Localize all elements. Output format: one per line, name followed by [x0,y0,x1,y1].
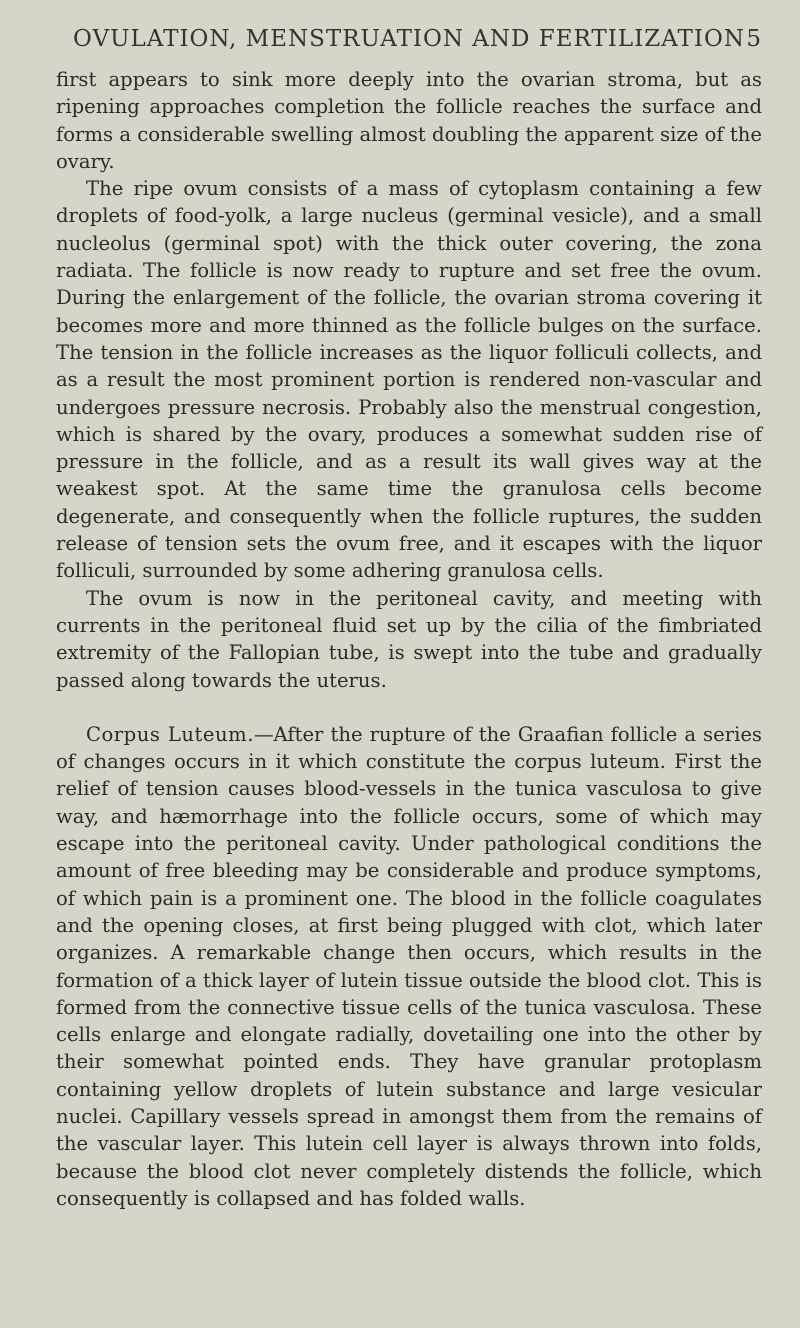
running-title: OVULATION, MENSTRUATION AND FERTILIZATION [73,26,745,52]
paragraph-continuation: first appears to sink more deeply into the ovarian stroma, but as ripening approaches completion the follicle reaches the surface and forms a considerable swelling almost doubling the apparent size of the ovary. [56,68,762,173]
paragraph-peritoneal-cavity: The ovum is now in the peritoneal cavity, and meeting with currents in the peritoneal fluid set up by the cilia of the fimbriated extremity of the Fallopian tube, is swept into the tube and gradually passed along towards the uterus. [56,586,762,692]
section-text: —After the rupture of the Graafian follicle a series of changes occurs in it which constitute the corpus luteum. First the relief of tension causes blood-vessels in the tunica vasculosa to give way, and hæmorrhage into the follicle occurs, some of which may escape into the peritoneal cavity. Under pathological conditions the amount of free bleeding may be considerable and produce symptoms, of which pain is a prominent one. The blood in the follicle coagulates and the opening closes, at first being plugged with clot, which later organizes. A remarkable change then occurs, which results in the formation of a thick layer of lutein tissue outside the blood clot. This is formed from the connective tissue cells of the tunica vasculosa. These cells enlarge and elongate radially, dovetailing one into the other by their somewhat pointed ends. They have granular protoplasm containing yellow droplets of lutein substance and large vesicular nuclei. Capillary vessels spread in amongst them from the remains of the vascular layer. This lutein cell layer is always thrown into folds, because the blood clot never completely distends the follicle, which consequently is collapsed and has folded walls. [56,722,762,1210]
running-header [56,26,762,52]
paragraph-ripe-ovum: The ripe ovum consists of a mass of cytoplasm containing a few droplets of food-yolk, a large nucleus (germinal vesicle), and a small nucleolus (germinal spot) with the thick outer covering, the zona radiata. The follicle is now ready to rupture and set free the ovum. During the enlargement of the follicle, the ovarian stroma covering it becomes more and more thinned as the follicle bulges on the surface. The tension in the follicle increases as the liquor folliculi collects, and as a result the most prominent portion is rendered non-vascular and undergoes pressure necrosis. Probably also the menstrual congestion, which is shared by the ovary, produces a somewhat sudden rise of pressure in the follicle, and as a result its wall gives way at the weakest spot. At the same time the granulosa cells become degenerate, and consequently when the follicle ruptures, the sudden release of tension sets the ovum free, and it escapes with the liquor folliculi, surrounded by some adhering granulosa cells. [56,177,762,583]
page-number: 5 [746,26,762,52]
section-heading: Corpus Luteum. [86,722,254,746]
paragraph-corpus-luteum [56,721,762,1212]
